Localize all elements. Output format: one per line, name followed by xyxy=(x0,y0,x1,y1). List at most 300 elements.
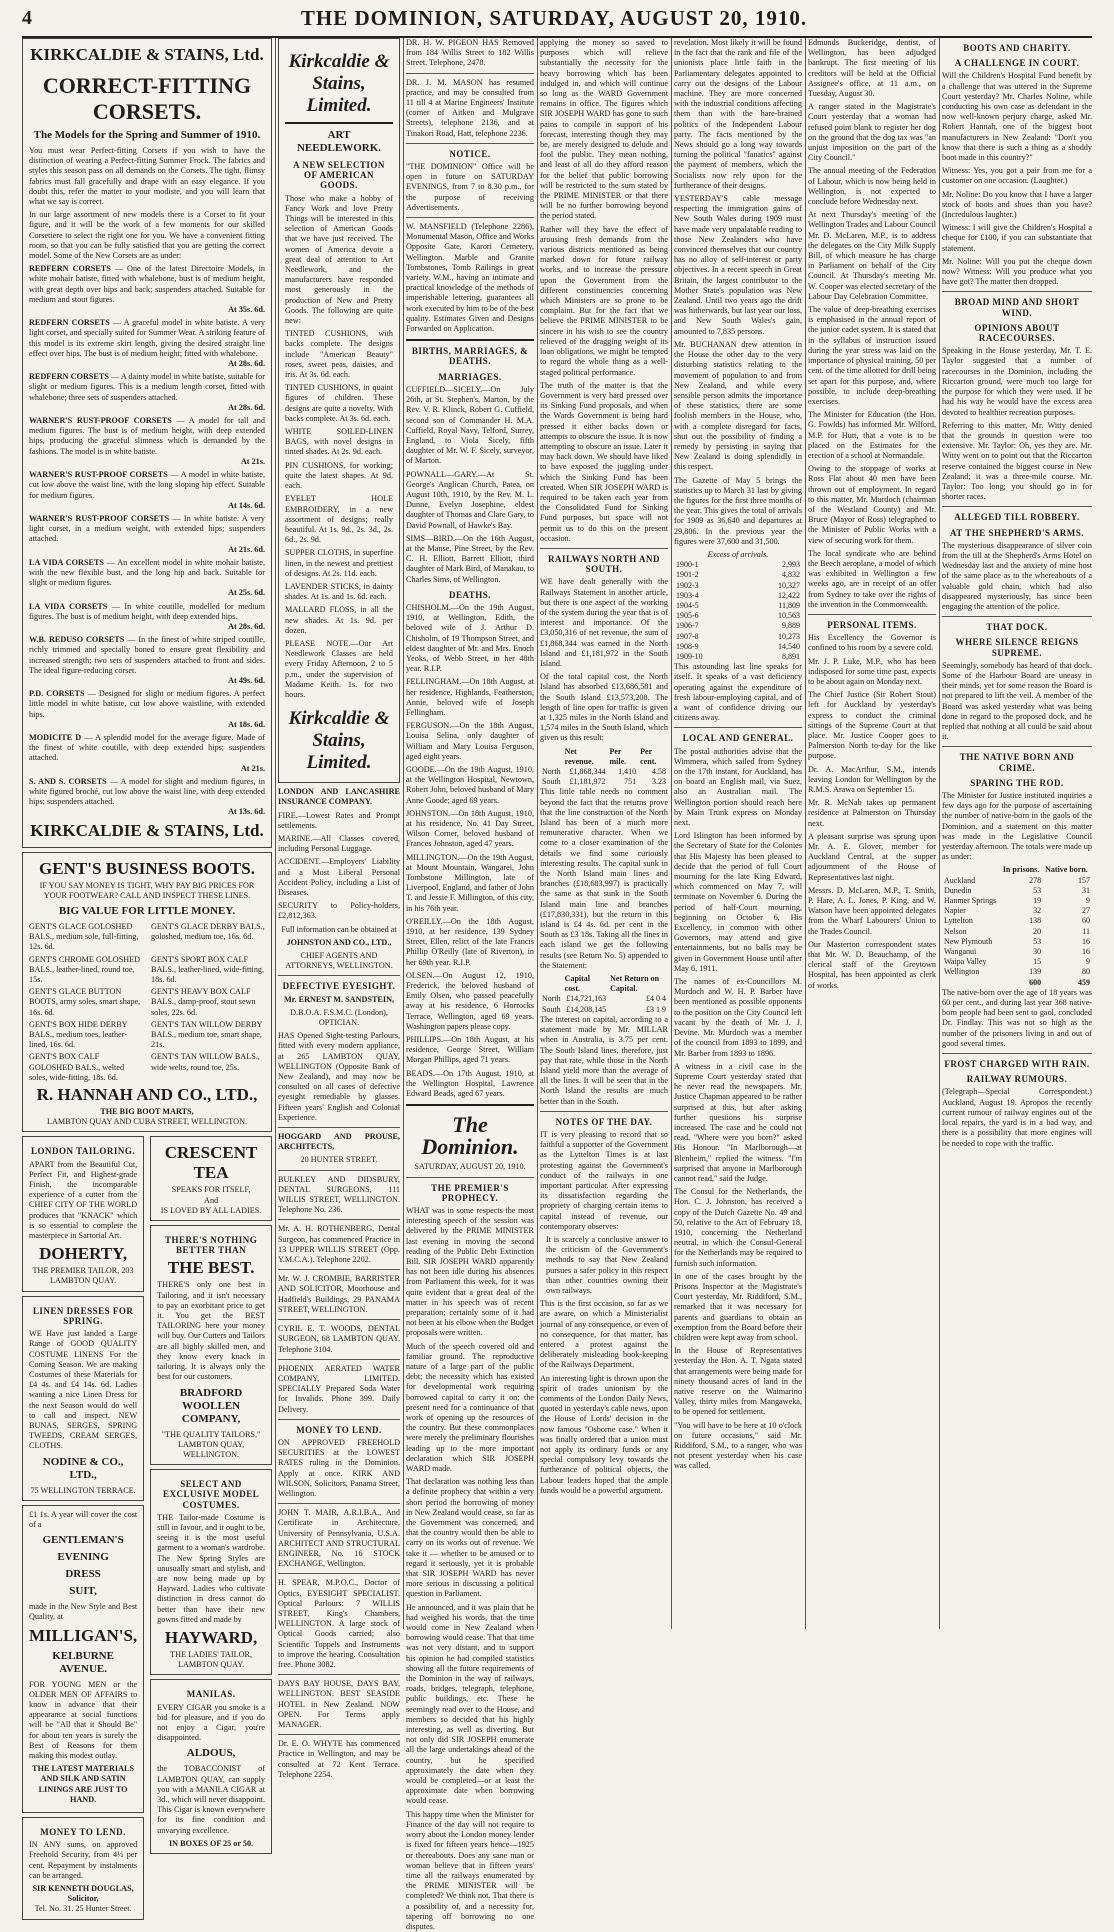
advertiser-name: HAYWARD, xyxy=(164,1627,258,1647)
column-rule xyxy=(939,38,940,1629)
corset-description: A model in white batiste, cut low above the waist line, with the long sloping hip effect. Suitable for medium figures. xyxy=(29,470,265,500)
advert-headline: ART NEEDLEWORK. xyxy=(296,129,382,154)
article-paragraph: Referring to this matter, Mr. Witty denied that the grounds in question were too extensive. Mr. Taylor: Oh, yes they are. Mr. Witty went on to point out that the Riccarton reserve contained the biggest course in New Zealand; it was a three-mile course. Mr. Taylor: Too long; you should go in for shorter races. xyxy=(942,420,1092,502)
table-row xyxy=(942,947,1092,957)
article-heading: ALLEGED TILL ROBBERY. xyxy=(954,512,1080,523)
table-header-cell xyxy=(540,974,563,994)
divider xyxy=(942,1053,1092,1054)
table-caption: Excess of arrivals. xyxy=(707,549,769,559)
table-cell: 19 xyxy=(1033,896,1042,906)
death-notice: GOODE.—On the 19th August, 1910, at the Wellington Hospital, Newtown, Robert John, beloved husband of Mary Anne Goode; aged 69 years. xyxy=(406,765,534,805)
article-paragraph: He announced, and it was plain that he had weighed his words, that the time would come in New Zealand when borrowing would cease. That that time was not very distant, and to support his opinion he had compiled statistics showing all the future requirements of the Dominion in the way of railways, roads, bridges, telegraph, telephone, public buildings, etc. These he seemingly read over to the House, and members so decided that his highly interesting, as well as diverting. But not only did SIR JOSEPH enumerate all the large undertakings ahead of the country, but he specified approximately the date when they would be completed—or at least the approximate date when borrowing would cease. xyxy=(406,1602,534,1806)
corset-price: At 18s. 6d. xyxy=(228,719,265,729)
divider xyxy=(278,1503,400,1504)
notice-text: CYRIL E. T. WOODS, DENTAL SURGEON, 68 LAMBTON QUAY. Telephone 3104. xyxy=(278,1324,400,1354)
table-header-row xyxy=(942,865,1092,875)
corset-price: At 28s. 6d. xyxy=(228,621,265,631)
corset-description: A splendid model for the average figure. Made of the finest of white coutille, with deep extended hips; suspenders attached. xyxy=(29,732,265,763)
corset-description: Designed for slight or medium figures. A perfect little model in white batiste, cut low above waistline, with extended hips. xyxy=(29,689,266,719)
advert-address: THE LADIES' TAILOR, LAMBTON QUAY. xyxy=(170,1649,253,1670)
article-heading: THAT DOCK. xyxy=(986,622,1048,633)
corset-name: REDFERN CORSETS xyxy=(29,372,109,382)
table-total-cell: 459 xyxy=(1078,977,1090,987)
article-paragraph: applying the money so saved to purposes which will relieve substantially the necessity for the heavy borrowing which has been indulged in, and which will continue so long as the WARD Government remains in office. The figures which SIR JOSEPH WARD has gone to such pains to compile in support of his forecast, interesting though they may be, are merely designed to delude and fool the public. They mean nothing, and least of all do they afford reason for the belief that public borrowing will be restricted to the sum stated by the PRIME MINISTER or that there will be no further borrowing beyond the period stated. xyxy=(540,38,668,221)
needlework-item: TINTED CUSHIONS, in quaint figures of children. These designs are quite a novelty. With backs complete. At 3s. 6d. each. xyxy=(285,383,393,423)
table-cell: £1,868,344 xyxy=(569,767,606,777)
advertiser-name: CRESCENT TEA xyxy=(164,1143,258,1183)
corset-item: WARNER'S RUST-PROOF CORSETS — In white batiste. A very light corset, in a medium weight, with extended hips; suspenders attached. At 21s. 6d. xyxy=(29,513,265,554)
table-total-cell: 600 xyxy=(1029,977,1042,987)
column-2 xyxy=(278,38,400,1779)
notice-text: Mr. ERNEST M. SANDSTEIN, xyxy=(283,994,395,1004)
article-paragraph: Messrs. D. McLaren, M.P., T. Smith, P. Hare, A. L. Jones, P. King, and W. Watson have been appointed delegates from the Wharf Labourers' Union to the Trades Council. xyxy=(808,885,936,936)
table-cell: Dunedin xyxy=(944,885,972,895)
table-row xyxy=(540,994,668,1004)
marriage-notice: CUFFIELD—SICELY.—On July 26th, at St. Stephen's, Marton, by the Rev. V. R. Klinck, Robert G. Cuffield, second son of Commander H. M.A. Cuffield, Royal Navy, Telford, Surrey, England, to Viola Sicely, fifth daughter of Mr. W. F. Sicely, surveyor, of Marton. xyxy=(406,384,534,466)
article-paragraph: Dr. A. MacArthur, S.M., intends leaving London for Wellington by the R.M.S. Arawa on September 15. xyxy=(808,764,936,795)
notice-heading: NOTICE. xyxy=(449,148,491,159)
divider xyxy=(285,122,393,124)
corset-name: REDFERN CORSETS xyxy=(29,264,111,274)
column-rule xyxy=(275,38,276,1629)
table-row xyxy=(942,916,1092,926)
column-rule xyxy=(537,38,538,1629)
advert-headline: MONEY TO LEND. xyxy=(40,1826,126,1837)
needlework-item: SUPPER CLOTHS, in superfine linen, in the newest and prettiest of designs. At 2s. 11d. each. xyxy=(285,548,393,578)
advert-paragraph: In our large assortment of new models there is a Corset to fit your figure, and it will be the work of a few moments for our skilled Corsetiere to select the right one for you. We have a convenient fitting room, so that you can be fully satisfied that you are getting the correct model. Some of the New Corsets are as under: xyxy=(29,210,265,261)
table-row xyxy=(674,642,802,652)
advert-address: 75 WELLINGTON TERRACE. xyxy=(30,1485,136,1495)
article-paragraph: Edmunds Buckeridge, dentist, of Wellington, has been adjudged bankrupt. The first meeting of his creditors will be held at the Official Assignee's office, at 11 a.m., on Tuesday, August 30. xyxy=(808,38,936,99)
corset-name: LA VIDA CORSETS xyxy=(29,557,104,567)
table-header-cell xyxy=(942,865,1001,875)
notice-text: D.B.O.A. F.S.M.C. (London), OPTICIAN. xyxy=(290,1007,388,1028)
article-paragraph: An interesting light is thrown upon the spirit of trades unionism by the comments of the London Daily News, quoted in yesterday's cable news, upon the House of Lords' decision in the now famous "Osborne case." When it was finally ordered that a union must not apply its ordinary funds or any special compulsory levy towards the furtherance of political objects, the Labour leaders hoped that the ample funds would be a powerful argument. xyxy=(540,1373,668,1495)
section-heading: BIRTHS, MARRIAGES, & DEATHS. xyxy=(411,346,529,367)
corset-item: LA VIDA CORSETS — An excellent model in white mohair batiste, with the new flexible bust, and the long hip and back. Suitable for slight or medium figures. At 25s. 6d. xyxy=(29,557,265,598)
article-paragraph: WE have dealt generally with the Railways Statement in another article, but there is one aspect of the working of the system during the year that is of interest and importance. Of the £3,050,316 of net revenue, the sum of £1,868,344 was earned in the North Island and £1,181,972 in the South Island. xyxy=(540,577,668,668)
article-paragraph: YESTERDAY'S cable message respecting the immigration gains of New South Wales during 1909 must have made very unpalatable reading to those New Zealanders who have convinced themselves that our country has no alloy of self-interest or party objectives. In a recent speech in Great Britain, the largest contributor to the Mother State's population was New Zealand. Until two years ago the drift was hitherwards, but last year our loss, and New South Wales's gain, amounted to 7,835 persons. xyxy=(674,194,802,336)
divider xyxy=(674,727,802,728)
article-paragraph: Mr. BUCHANAN drew attention in the House the other day to the very disturbing statistics relating to the movement of population to and from New Zealand, and while every sensible person admits the importance of these statistics, there are some foolish members in the House, who, with a complete disregard for facts, shut out the possibility of finding a remedy by persisting in saying that New Zealand is doing splendidly in this respect. xyxy=(674,339,802,472)
advert-address: KELBURNE AVENUE. xyxy=(52,1649,114,1675)
article-heading: FROST CHARGED WITH RAIN. xyxy=(944,1059,1090,1070)
article-paragraph: This astounding last line speaks for itself. It speaks of a vast deficiency operating against the expenditure of fresh labour-employing capital, and of a want of confidence driving our citizens away. xyxy=(674,662,802,723)
advert-paragraph: the TOBACCONIST of LAMBTON QUAY, can supply you with a MANILA CIGAR at 3d., which will never disappoint. This Cigar is known everywhere for its fine condition and unvarying excellence. xyxy=(157,1764,265,1835)
table-row xyxy=(674,632,802,642)
advertiser-name: SIR KENNETH DOUGLAS, Solicitor, xyxy=(32,1884,134,1904)
article-paragraph: The native-born over the age of 18 years was 60 per cent., and during last year 368 native-born people had been sent to gaol, concluded Dr. Findlay. This was not so high as the number of the prisoners living in and out of good several times. xyxy=(942,987,1092,1048)
table-header-cell: Native born. xyxy=(1045,865,1088,875)
table-cell: 9 xyxy=(1086,957,1090,967)
corset-description: In white batiste. A very light corset, in a medium weight, with extended hips; suspenders attached. xyxy=(29,513,265,544)
notice-text: JOHN T. MAIR, A.R.I.B.A., And Certificate in Architecture, University of Pennsylvania, U.S.A. ARCHITECT AND STRUCTURAL ENGINEER, No. 16 STOCK EXCHANGE, Wellington. xyxy=(278,1508,400,1569)
advert-subhead: A NEW SELECTION OF AMERICAN GOODS. xyxy=(293,160,385,191)
table-cell: 53 xyxy=(1033,885,1042,895)
divider xyxy=(942,746,1092,747)
table-cell: 1900-1 xyxy=(676,560,699,570)
article-paragraph: Witness: Yes, you got a pair from me for a customer on one occasion. (Laughter.) xyxy=(942,166,1092,186)
advert-paragraph: made in the New Style and Best Quality, at xyxy=(29,1602,138,1622)
insurance-item: ACCIDENT.—Employers' Liability and a Most Liberal Personal Accident Policy, including a List of Diseases. xyxy=(278,857,400,897)
notice-text: 20 HUNTER STREET. xyxy=(300,1155,378,1165)
article-paragraph: Mr. Noline: Will you put the cheque down now? Witness: Will you produce what you have got? The matter then dropped. xyxy=(942,256,1092,287)
manilas-advert xyxy=(150,1679,272,1854)
table-row xyxy=(674,591,802,601)
table-row xyxy=(942,937,1092,947)
corset-description: A model for slight and medium figures, in white figured broché, cut low above the waist line, with deep extended hips; suspenders attached. xyxy=(29,776,265,807)
corset-list xyxy=(29,264,265,817)
linen-advert xyxy=(22,1296,144,1501)
notice-text: BULKLEY AND DIDSBURY, DENTAL SURGEONS, 111 WILLIS STREET, WELLINGTON. Telephone No. 236. xyxy=(278,1174,400,1215)
table-cell: 80 xyxy=(1082,967,1090,977)
article-heading: THE NATIVE BORN AND CRIME. xyxy=(959,752,1075,773)
death-notice: FELLINGHAM.—On 18th August, at her residence, Highlands, Featherston, Annie, beloved wife of Joseph Fellingham. xyxy=(406,677,534,717)
advert-line: SUIT, xyxy=(69,1585,97,1598)
table-cell: £14,721,163 xyxy=(566,994,607,1004)
divider xyxy=(406,1177,534,1178)
divider xyxy=(942,616,1092,617)
insurance-item: MARINE.—All Classes covered, including Personal Luggage. xyxy=(278,833,400,854)
table-cell: 20 xyxy=(1033,926,1042,936)
corset-price: At 28s. 6d. xyxy=(228,359,265,369)
notice-text: DAYS BAY HOUSE, DAYS BAY, WELLINGTON. BEST SEASIDE HOTEL in New Zealand. NOW OPEN. For Terms apply MANAGER. xyxy=(278,1679,400,1729)
article-paragraph: A ranger stated in the Magistrate's Court yesterday that a woman had refused point blank to register her dog on the ground that the dog tax was "an unjust imposition on the part of the City Council." xyxy=(808,102,936,163)
boot-item: GENT'S GLACE DERBY BALS., goloshed, medium toe, 16s. 6d. xyxy=(151,922,265,942)
advert-headline: LINEN DRESSES FOR SPRING. xyxy=(32,1305,134,1326)
notice-heading: MONEY TO LEND. xyxy=(296,1424,382,1435)
advert-paragraph: THE Tailor-made Costume is still in favour, and it ought to be, seeing it is the most useful garment to a woman's wardrobe. The New Spring Styles are unusually smart and stylish, and are now being made up by Hayward. Ladies who cultivate distinction in dress cannot do better than have their new gowns fitted and made by xyxy=(157,1512,265,1624)
column-7 xyxy=(942,38,1092,1629)
death-notice: OLSEN.—On August 12, 1910, Frederick, the beloved husband of Emily Olsen, who passed peacefully away at his residence, 6 Horrocks Terrace, Wellington, aged 69 years. Washington papers please copy. xyxy=(406,970,534,1031)
article-paragraph: This is the first occasion, so far as we are aware, on which a Ministerialist journal of any consequence, or even of no consequence, for that matter, has entered a protest against the deliberately misleading book-keeping of the Railways Department. xyxy=(540,1299,668,1370)
article-subheading: WHERE SILENCE REIGNS SUPREME. xyxy=(955,637,1079,658)
table-cell: 14,540 xyxy=(778,641,800,651)
section-subheading: DEATHS. xyxy=(448,589,492,600)
article-paragraph: The Gazette of May 5 brings the statistics up to March 31 last by giving the figures for the first three months of the year. This gives the total of arrivals for 1909 as 36,640 and departures at 29,806. In the previous year the figures were 37,600 and 31,500. xyxy=(674,475,802,546)
article-paragraph: The truth of the matter is that the Government is very hard pressed over its Sinking Fund proposals, and when the Wards Government is being hard pressed it either backs down or attempts to obscure the issue. It is now attempting to obscure an issue. Later it may back down. We should have liked to have exposed the juggling under which the Sinking Fund has been created. When SIR JOSEPH WARD is required to be taken each year from the Consolidated Fund for Sinking Fund purposes, but space will not permit us to do this on the present occasion. xyxy=(540,380,668,543)
corset-description: A graceful model in white batiste. A very light corset, and specially suited for Summer Wear. A striking feature of this model is its extreme skirt length, giving the desired straight line effect over hips. The bust is of medium height; fitted with whalebone. xyxy=(29,318,265,358)
corset-name: P.D. CORSETS xyxy=(29,689,85,699)
table-cell: 1908-9 xyxy=(676,641,699,651)
marriage-notice: POWNALL—GARY.—At St. George's Anglican Church, Patea, on August 10th, 1910, by the Rev. M. L. Dunne, Evelyn Josephine, eldest daughter of Thomas and Clare Gary, to David Pownall, of Hawke's Bay. xyxy=(406,469,534,530)
notice-text: CHIEF AGENTS AND ATTORNEYS, WELLINGTON. xyxy=(285,951,393,971)
milligan-advert xyxy=(22,1505,144,1813)
table-cell: 10,563 xyxy=(778,611,800,621)
column-3 xyxy=(406,38,534,1931)
notice-text: Dr. E. O. WHYTE has commenced Practice in Wellington, and may be consulted at 72 Kent Terrace. Telephone 2254. xyxy=(278,1739,400,1779)
boot-item: GENT'S SPORT BOX CALF BALS., leather-lined, wide-fitting, 18s. 6d. xyxy=(151,954,265,985)
table-header-row xyxy=(540,747,668,767)
advert-lines xyxy=(29,1534,137,1598)
arrivals-table xyxy=(674,560,802,662)
column-1 xyxy=(22,38,272,1914)
table-row xyxy=(674,621,802,631)
table-cell: 157 xyxy=(1078,875,1090,885)
table-cell: 4.58 xyxy=(652,767,666,777)
article-subheading: SPARING THE ROD. xyxy=(970,777,1064,788)
advertiser-name: DOHERTY, xyxy=(39,1244,128,1264)
article-paragraph: The interest on capital, according to a statement made by Mr. MILLAR when in Australia, is 3.75 per cent. The South Island lines, therefore, just pay that rate, while those in the North Island yield more than the average of all the lines. It will be seen that in the North Island the results are much better than in the South. xyxy=(540,1014,668,1106)
capital-table xyxy=(540,974,668,1015)
table-cell: Napier xyxy=(944,906,966,916)
table-header-cell: Per cent. xyxy=(640,746,657,766)
boots-list xyxy=(29,922,265,1083)
table-cell: 1905-6 xyxy=(676,611,699,621)
article-paragraph: The Minister for Justice instituted inquiries a few days ago for the purpose of ascertaining the number of native-born in the gaols of the Dominion, and a statement on this matter was made in the Legislative Council yesterday afternoon. The totals were made up as under: xyxy=(942,791,1092,862)
insurance-list xyxy=(278,811,400,899)
dateline: SATURDAY, AUGUST 20, 1910. xyxy=(414,1162,526,1172)
table-header-cell: Per mile. xyxy=(609,746,627,766)
notice-text: ON APPROVED FREEHOLD SECURITIES at the LOWEST RATES ruling in the Dominion. Apply at once. KIRK AND WILSON, Solicitors, Panama Street, Wellington. xyxy=(278,1437,400,1498)
table-total-cell xyxy=(942,978,1001,988)
table-cell: £1,181,972 xyxy=(569,777,606,787)
corset-item: WARNER'S RUST-PROOF CORSETS — A model for tall and medium figures. The bust is of medium height, with deep extended hips, producing the graceful slimness which is demanded by the fashions. The model is in white batiste. At 21s. xyxy=(29,416,265,466)
advert-paragraph: APART from the Beautiful Cut, Perfect Fit, and Highest-grade Finish, the incomparable experience of a cutter from the CHIEF CITY OF THE WORLD produces that "KNACK" which is so essential to complete the masterpiece in Sartorial Art. xyxy=(29,1159,138,1241)
article-paragraph: revelation. Most likely it will be found in the fact that the rank and file of the unionists place little faith in the Parliamentary delegates appointed to carry out the designs of the Labour machine. They are more concerned with the industrial conditions affecting them than with the hare-brained politics of the Independent Labour party. The facts mentioned by the News should go a long way towards turning the political "fanatics" against the payment of members, which the Socialists now rely upon for the furtherance of their designs. xyxy=(674,38,802,190)
table-cell: 1903-4 xyxy=(676,590,699,600)
boot-item: GENT'S CHROME GOLOSHED BALS., leather-lined, round toe, 15s. xyxy=(29,954,141,985)
table-cell: 1901-2 xyxy=(676,570,699,580)
corset-item: S. AND S. CORSETS — A model for slight and medium figures, in white figured broché, cut low above the waist line, with deep extended hips; suspenders attached. At 13s. 6d. xyxy=(29,776,265,817)
divider xyxy=(942,291,1092,292)
table-cell: 27 xyxy=(1082,906,1090,916)
table-cell: Nelson xyxy=(944,926,967,936)
table-row xyxy=(674,560,802,570)
divider xyxy=(278,975,400,976)
advertiser-name: BRADFORD WOOLLEN COMPANY, xyxy=(179,1386,243,1425)
table-cell: 8,891 xyxy=(782,651,800,661)
corset-name: WARNER'S RUST-PROOF CORSETS xyxy=(29,513,170,523)
corset-item: MODICITE D — A splendid model for the average figure. Made of the finest of white coutille, with deep extended hips; suspenders attached. At 21s. xyxy=(29,732,265,773)
notice-text: Full information can be obtained at xyxy=(281,924,397,934)
table-cell: 1902-3 xyxy=(676,580,699,590)
advertiser-name: NODINE & CO., LTD., xyxy=(42,1455,124,1481)
article-paragraph: Much of the speech covered old and familiar ground. The reproductive nature of a large part of the public debt; the necessity which has existed for developmental work requiring borrowed capital to carry it on; the present need for a continuance of that work of opening up the resources of the country. But these commonplaces were merely the preliminary flourishes leading up to the more important declaration which SIR JOSEPH WARD made. xyxy=(406,1341,534,1473)
notice-text: HOGGARD AND PROUSE, ARCHITECTS, xyxy=(278,1132,400,1152)
advertiser-name: MILLIGAN'S, xyxy=(29,1625,138,1645)
advert-subhead: The Models for the Spring and Summer of 1910. xyxy=(33,129,261,141)
corset-item: LA VIDA CORSETS — In white coutille, modelled for medium figures. The bust is of medium height, with deep extended hips. At 28s. 6d. xyxy=(29,601,266,631)
divider xyxy=(278,1359,400,1360)
advert-paragraph: FOR YOUNG MEN or the OLDER MEN OF AFFAIRS to know in advance that their appearance at social functions will be "All that it Should Be" for about ten years is surely the Best of Reasons for them making this modest outlay. xyxy=(29,1679,138,1760)
insurance-heading: LONDON AND LANCASHIRE INSURANCE COMPANY. xyxy=(278,787,400,807)
advert-headline: SELECT AND EXCLUSIVE MODEL COSTUMES. xyxy=(162,1479,260,1510)
article-heading: BOOTS AND CHARITY. xyxy=(963,43,1071,53)
advert-headline: CORRECT-FITTING CORSETS. xyxy=(42,73,252,124)
advert-line: IS LOVED BY ALL LADIES. xyxy=(160,1205,262,1215)
needlework-item: PIN CUSHIONS, for working; quite the latest shapes. At 9d. each. xyxy=(285,460,393,491)
advert-line: EVENING xyxy=(57,1551,109,1564)
divider xyxy=(406,1104,534,1106)
advert-address: Tel. No. 31. 25 Hunter Street. xyxy=(34,1904,132,1914)
table-cell: 1907-8 xyxy=(676,631,699,641)
table-cell: 751 xyxy=(624,777,637,787)
table-row xyxy=(674,652,802,662)
advert-line: SPEAKS FOR ITSELF, xyxy=(171,1185,251,1195)
boot-item: GENT'S GLACE GOLOSHED BALS., medium sole, full-fitting, 12s. 6d. xyxy=(29,922,139,952)
table-cell: Wellington xyxy=(944,967,980,977)
article-paragraph: The names of ex-Councillors M. Murdoch and W. H. P. Barber have been mentioned as possible opponents to the position on the City Council left vacant by the death of Mr. J. J. Devine. Mr. Murdoch was a member of the council from 1893 to 1899, and Mr. Barber from 1893 to 1896. xyxy=(674,977,802,1058)
article-quote: It is scarcely a conclusive answer to the criticism of the Government's methods to say that New Zealand pursues a safer policy in this respect than other countries owning their own railways. xyxy=(546,1234,668,1295)
article-paragraph: At next Thursday's meeting of the Wellington Trades and Labour Council Mr. D. McLaren, M.P., is to address the delegates on the City Milk Supply Bill, of which measure he has charge in Parliament on behalf of the City Council. At Thursday's meeting Mr. W. Cooper was elected secretary of the Labour Day Celebration Committee. xyxy=(808,210,936,301)
notice-text: HAS Opened Sight-testing Parlours, fitted with every modern appliance, at 265 LAMBTON QUAY, WELLINGTON (Opposite Bank of New Zealand), and may now be consulted on all cases of defective eyesight remediable by glasses. Fifteen years' English and Colonial Experience. xyxy=(278,1031,400,1122)
corset-name: REDFERN CORSETS xyxy=(29,318,110,328)
article-heading: RAILWAYS NORTH AND SOUTH. xyxy=(547,553,661,575)
divider xyxy=(278,1674,400,1675)
table-cell: New Plymouth xyxy=(944,936,993,946)
table-cell: 9 xyxy=(1086,896,1090,906)
divider xyxy=(278,1219,400,1220)
corset-name: MODICITE D xyxy=(29,732,82,742)
corset-description: A dainty model in white batiste, suitable for slight or medium figures. This is a medium length corset, fitted with whalebone; three sets of suspenders attached. xyxy=(29,372,265,402)
table-cell: £3 1 9 xyxy=(646,1004,666,1014)
marriage-notice: SIMS—BIRD.—On the 16th August, at the Manse, Pine Street, by the Rev. C. H. Elliott, Barrett Elliott, third daughter of Mark Bird, of Manakau, to Charles Sims, of Wellington. xyxy=(406,533,534,584)
corset-name: W.B. REDUSO CORSETS xyxy=(29,635,125,645)
table-header-cell: Net revenue. xyxy=(564,746,594,766)
article-heading: THE PREMIER'S PROPHECY. xyxy=(431,1182,509,1203)
table-cell: 16 xyxy=(1082,936,1090,946)
death-notice: MILLINGTON.—On the 19th August, at Mount Mountain, Wangarei, John Tombstone Millington, late of Liverpool, England, and father of John T. and Jessie F. Millington, of this city, in his 76th year. xyxy=(406,852,534,913)
death-notice: PHILLIPS.—On 18th August, at his residence, George Street, William Morgan Phillips, aged 71 years. xyxy=(406,1035,534,1065)
divider xyxy=(278,1734,400,1735)
table-cell: South xyxy=(542,777,561,787)
notice-text: Mr. A. H. ROTHENBERG, Dental Surgeon, has commenced Practice in 13 UPPER WILLIS STREET (Opp. Y.M.C.A.). Telephone 2202. xyxy=(278,1224,400,1265)
article-paragraph: Will the Children's Hospital Fund benefit by a challenge that was uttered in the Supreme Court yesterday? Mr. Charles Noline, while conducting his own case as defendant in the now well-known perjury charge, asked Mr. Robert Hannah, one of the biggest boot manufacturers in New Zealand: "Don't you know that there is such a thing as a shoddy boot made in this country?" xyxy=(942,71,1092,163)
advert-headline: GENT'S BUSINESS BOOTS. xyxy=(39,858,255,878)
article-heading: PERSONAL ITEMS. xyxy=(827,619,917,630)
divider xyxy=(406,339,534,341)
table-header-cell: In prisons. xyxy=(1002,865,1040,875)
article-paragraph: The Minister for Education (the Hon. G. Fowlds) has informed Mr. Wilford, M.P. for Hutt, that a vote is to be placed on the Estimates for the erection of a school at Normandale. xyxy=(808,410,936,460)
article-paragraph: Mr. Noline: Do you know that I have a larger stock of boots and shoes than you have? (Incredulous laughter.) xyxy=(942,189,1092,220)
notice-text: "THE DOMINION" Office will be open in future on SATURDAY EVENINGS, from 7 to 8.30 p.m., for the purpose of receiving Advertisements. xyxy=(406,162,534,212)
death-notice: JOHNSTON.—On 18th August, 1910, at his residence, No. 41 Day Street, Wilson Corner, beloved husband of Frances Johnston, aged 47 years. xyxy=(406,808,534,849)
divider xyxy=(278,1269,400,1270)
advert-address: LAMBTON QUAY AND CUBA STREET, WELLINGTON. xyxy=(46,1117,248,1127)
best-advert xyxy=(150,1225,272,1465)
advert-headline: MANILAS. xyxy=(186,1689,236,1700)
article-paragraph: The annual meeting of the Federation of Labour, which is now being held in Wellington, is not expected to conclude before Wednesday next. xyxy=(808,166,936,207)
table-cell: 15 xyxy=(1033,957,1042,967)
article-paragraph: That declaration was nothing less than a definite prophecy that within a very short period the borrowing of money in New Zealand would cease, so far as the Government was concerned, and that the country would then be able to carry on its works out of revenue. We take it — whether to be amused or to regard it seriously, yet it is probable that SIR JOSEPH WARD has never more serious in discussing a political question in Parliament. xyxy=(406,1477,534,1599)
divider xyxy=(406,217,534,218)
divider xyxy=(278,1573,400,1574)
advertiser-name: KIRKCALDIE & STAINS, Ltd. xyxy=(30,45,264,64)
advert-paragraph: Those who make a hobby of Fancy Work and love Pretty Things will be interested in this selection of American Goods that we have just received. The women of America devote a great deal of attention to Art Needlework, and the manufacturers have responded most generously in the production of New and Pretty Goods. The following are quite new: xyxy=(285,193,393,326)
table-cell: 3.23 xyxy=(652,777,666,787)
article-heading: BROAD MIND AND SHORT WIND. xyxy=(954,297,1080,318)
money-advert xyxy=(22,1817,144,1920)
article-paragraph: IT is very pleasing to record that so faithful a supporter of the Government as the Lyttelton Times is at last protesting against the Government's conduct of the railways in one important particular. After expressing its dissatisfaction regarding the propriety of charging certain items to capital instead of revenue, our contemporary observes: xyxy=(540,1129,668,1231)
notice-text: DR. H. W. PIGEON HAS Removed from 184 Willis Street to 182 Willis Street. Telephone, 2478. xyxy=(406,38,534,68)
table-cell: North xyxy=(542,994,561,1004)
needlework-item: MALLARD FLOSS, in all the new shades. At 1s. 9d. per dozen. xyxy=(285,605,393,635)
corset-item: REDFERN CORSETS — A dainty model in white batiste, suitable for slight or medium figures. This is a medium length corset, fitted with whalebone; three sets of suspenders attached. At 28s. 6d. xyxy=(29,372,265,412)
corset-name: WARNER'S RUST-PROOF CORSETS xyxy=(29,470,168,480)
page-number: 4 xyxy=(22,6,32,29)
advert-line: IN BOXES OF 25 or 50. xyxy=(169,1838,254,1848)
article-paragraph: Owing to the stoppage of works at Ross Flat about 40 men have been thrown out of employment. In regard to this matter, Mr. Murdoch (chairman of the Westland County) and Mr. Bruce (Mayor of Ross) telegraphed to the Minister of Public Works with a view of securing work for them. xyxy=(808,464,936,545)
article-paragraph: The Chief Justice (Sir Robert Stout) left for Auckland by yesterday's express to conduct the criminal sittings of the Supreme Court at that place. Mr. Justice Cooper goes to Palmerston North to-day for the like purpose. xyxy=(808,690,936,761)
corset-price: At 28s. 6d. xyxy=(228,402,265,412)
table-header-cell: Net Return on Capital. xyxy=(610,974,660,994)
article-subheading: RAILWAY RUMOURS. xyxy=(966,1074,1068,1085)
table-cell: 139 xyxy=(1029,967,1042,977)
article-subheading: OPINIONS ABOUT RACECOURSES. xyxy=(974,322,1060,344)
boot-item: GENT'S GLACE BUTTON BOOTS, army soles, smart shape, 16s. 6d. xyxy=(29,987,141,1017)
tailoring-advert xyxy=(22,1136,144,1291)
divider xyxy=(278,1127,400,1128)
table-row xyxy=(942,896,1092,906)
table-cell: £4 0 4 xyxy=(646,994,666,1004)
table-cell: 1904-5 xyxy=(676,600,699,610)
boot-item: GENT'S TAN WILLOW DERBY BALS., medium toe, smart shape, 21s. xyxy=(151,1019,263,1050)
article-paragraph: In one of the cases brought by the Prisons Inspector at the Magistrate's Court yesterday, Mr. Riddiford, S.M., remarked that it was necessary for parents and guardians to obtain an exemption from the Board before their children were kept away from school. xyxy=(674,1271,802,1342)
needlework-item: WHITE SOILED-LINEN BAGS, with novel designs in tinted shades. At 2s. 9d. each. xyxy=(285,427,393,457)
article-paragraph: Seemingly, somebody has heard of that dock. Some of the Harbour Board are uneasy in their minds, yet for some reason the Board is not prepared to lift the veil. A member of the Board was asked yesterday what was being done in regard to the proposed dock, and he replied that nothing at all could be said about it. xyxy=(942,660,1092,742)
needlework-advert xyxy=(278,38,400,783)
article-paragraph: Mr. R. McNab takes up permanent residence at Palmerston on Thursday next. xyxy=(808,798,936,828)
table-cell: Waipa Valley xyxy=(944,957,987,967)
masthead xyxy=(22,0,1092,38)
table-row xyxy=(674,601,802,611)
advertiser-name: Kirkcaldie & Stains, Limited. xyxy=(288,51,390,116)
corset-name: WARNER'S RUST-PROOF CORSETS xyxy=(29,416,172,426)
advert-paragraph: EVERY CIGAR you smoke is a bid for pleasure, and if you do not enjoy a Cigar, you're disappointed. xyxy=(157,1702,265,1743)
article-paragraph: The mysterious disappearance of silver coin from the till at the Shepherd's Arms Hotel on Wednesday last and the anxiety of mine host of the same place as to the whereabouts of a valuable gold chain, which had also disappeared mysteriously, has since been engaging the attention of the police. xyxy=(942,540,1092,611)
table-cell: Lyttelton xyxy=(944,916,973,926)
revenue-table xyxy=(540,747,668,788)
table-cell: 10,327 xyxy=(778,580,800,590)
column-rule xyxy=(403,38,404,1629)
table-cell: 11,809 xyxy=(778,600,800,610)
table-cell: North xyxy=(542,767,561,777)
article-paragraph: Witness: I will give the Children's Hospital a cheque for £100, if you can substantiate that statement. xyxy=(942,223,1092,253)
table-total-row xyxy=(942,978,1092,988)
column-rule xyxy=(671,38,672,1629)
table-cell: 16 xyxy=(1082,947,1090,957)
article-paragraph: A pleasant surprise was sprung upon Mr. A. E. Glover, member for Auckland Central, at the supper adjournment of the House of Representatives last night. xyxy=(808,831,936,882)
advertiser-name: KIRKCALDIE & STAINS, Ltd. xyxy=(30,820,264,840)
needlework-item: EYELET HOLE EMBROIDERY, in a new assortment of designs; really beautiful. At 1s. 9d., 2s. 3d., 2s. 6d., 2s. 9d. xyxy=(285,494,393,545)
notice-text: DR. J. M. MASON has resumed practice, and may be consulted from 11 till 4 at Marine Engineers' Institute (corner of Aitken and Mulgrave Streets), telephone 2136, and at Tinakori Road, Hatt, telephone 2236. xyxy=(406,77,534,138)
corset-description: One of the latest Directoire Models, in white mohair batiste, fitted with whalebone, bust is of medium height, with great depth over hips and back; suspenders attached. Suitable for medium and stout figures. xyxy=(29,264,265,304)
advert-headline: THE BEST. xyxy=(167,1258,255,1278)
table-cell: Wanganui xyxy=(944,947,977,957)
deaths-list xyxy=(406,603,534,1099)
corset-item: REDFERN CORSETS — One of the latest Directoire Models, in white mohair batiste, fitted with whalebone, bust is of medium height, with great depth over hips and back; suspenders attached. Suitable for medium and stout figures. At 35s. 6d. xyxy=(29,264,265,315)
divider xyxy=(278,1170,400,1171)
table-cell: 53 xyxy=(1033,936,1042,946)
needlework-list xyxy=(285,329,393,636)
article-paragraph: Mr. J. P. Luke, M.P., who has been indisposed for some time past, expects to be about again on Monday next. xyxy=(808,656,936,686)
table-cell: 9,889 xyxy=(782,621,800,631)
crescent-tea-advert xyxy=(150,1136,272,1221)
table-row xyxy=(674,581,802,591)
article-paragraph: In the House of Representatives yesterday the Hon. A. T. Ngata stated that arrangements were being made for ninety thousand acres of land in the native reserve on the Waimarino Valley, thirty miles from Mangaweka, to be opened for settlement. xyxy=(674,1346,802,1417)
advertiser-name: ALDOUS, xyxy=(186,1747,236,1760)
advert-subhead: BIG VALUE FOR LITTLE MONEY. xyxy=(58,905,236,917)
prison-table xyxy=(942,865,1092,987)
table-row xyxy=(942,886,1092,896)
insurance-item: FIRE.—Lowest Rates and Prompt settlements. xyxy=(278,810,400,830)
article-heading: NOTES OF THE DAY. xyxy=(555,1116,653,1127)
divider xyxy=(808,614,936,615)
article-paragraph: Speaking in the House yesterday, Mr. T. E. Taylor suggested that a number of racecourses in the Dominion, including the Riccarton ground, were much too large for the purpose for which they were used. If he had his way he would have the excess area devoted to healthier recreation purposes. xyxy=(942,346,1092,417)
boot-item: GENT'S BOX HIDE DERBY BALS., medium toes, leather-lined, 16s. 6d. xyxy=(29,1019,128,1050)
article-paragraph: This little table needs no comment beyond the fact that the returns prove that the line construction of the North Island has been of a much more remunerative character. When we come to a closer examination of the details we find some curiously interesting results. The capital sunk in the North Island main lines and branches (£18,683,997) is practically the same as that sunk in the South Island main line and branches (£17,830,331), but the return in this island is £4 4s. 6d. per cent in the South as £3 18s. Taking all the lines in each island we get the following results (see Return No. 5) appended to the Statement: xyxy=(540,787,668,970)
